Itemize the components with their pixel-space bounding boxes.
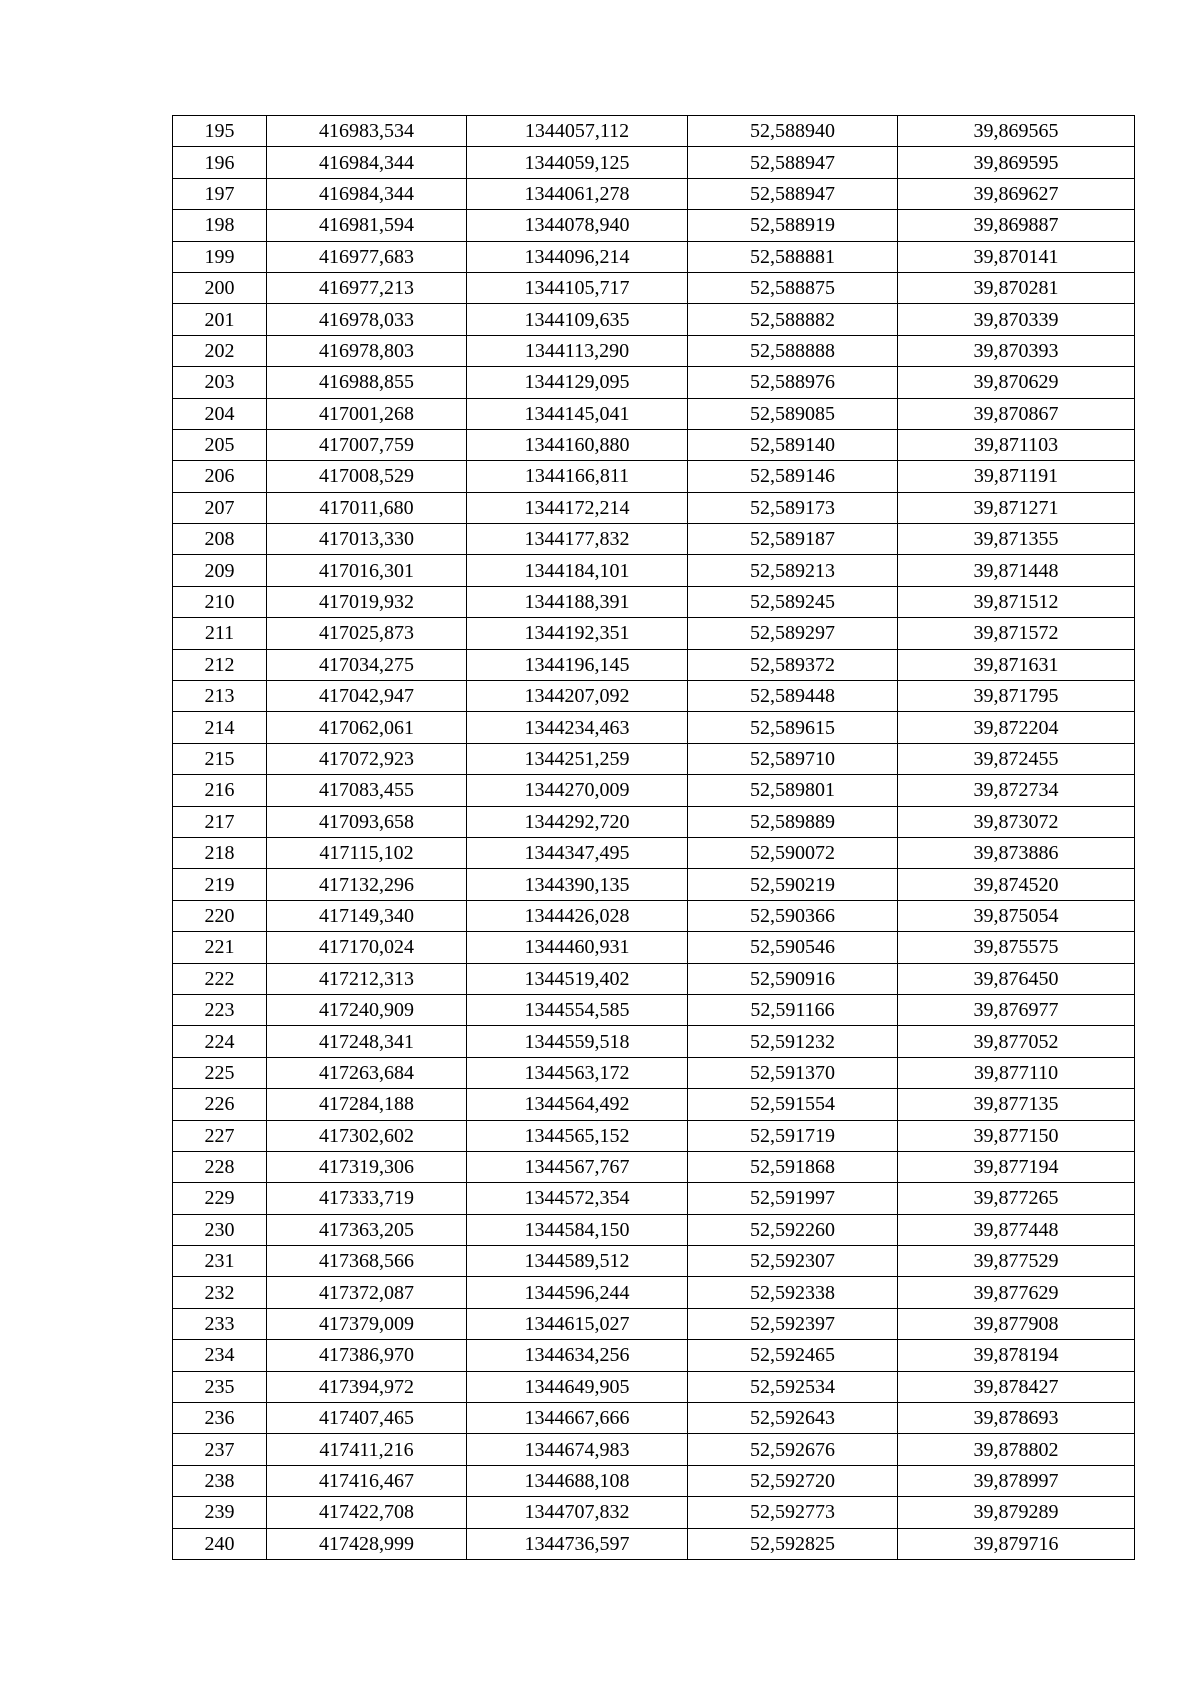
latitude-cell: 52,588976 — [688, 367, 898, 398]
longitude-cell: 39,871191 — [898, 461, 1135, 492]
table-row — [173, 147, 1135, 178]
point-number-cell: 237 — [173, 1434, 267, 1465]
y-coordinate-cell: 1344059,125 — [467, 147, 688, 178]
point-number-cell: 215 — [173, 743, 267, 774]
x-coordinate-cell: 416984,344 — [267, 178, 467, 209]
longitude-cell: 39,879716 — [898, 1528, 1135, 1559]
latitude-cell: 52,590219 — [688, 869, 898, 900]
table-row — [173, 1089, 1135, 1120]
table-row — [173, 586, 1135, 617]
y-coordinate-cell: 1344184,101 — [467, 555, 688, 586]
latitude-cell: 52,592676 — [688, 1434, 898, 1465]
table-row — [173, 1246, 1135, 1277]
x-coordinate-cell: 417368,566 — [267, 1246, 467, 1277]
y-coordinate-cell: 1344554,585 — [467, 994, 688, 1025]
point-number-cell: 214 — [173, 712, 267, 743]
point-number-cell: 232 — [173, 1277, 267, 1308]
table-row — [173, 869, 1135, 900]
y-coordinate-cell: 1344519,402 — [467, 963, 688, 994]
latitude-cell: 52,588882 — [688, 304, 898, 335]
latitude-cell: 52,592338 — [688, 1277, 898, 1308]
longitude-cell: 39,877448 — [898, 1214, 1135, 1245]
x-coordinate-cell: 417019,932 — [267, 586, 467, 617]
y-coordinate-cell: 1344572,354 — [467, 1183, 688, 1214]
point-number-cell: 209 — [173, 555, 267, 586]
table-row — [173, 210, 1135, 241]
x-coordinate-cell: 416977,683 — [267, 241, 467, 272]
longitude-cell: 39,869565 — [898, 116, 1135, 147]
latitude-cell: 52,591232 — [688, 1026, 898, 1057]
y-coordinate-cell: 1344649,905 — [467, 1371, 688, 1402]
latitude-cell: 52,590072 — [688, 837, 898, 868]
latitude-cell: 52,588875 — [688, 272, 898, 303]
y-coordinate-cell: 1344129,095 — [467, 367, 688, 398]
y-coordinate-cell: 1344078,940 — [467, 210, 688, 241]
x-coordinate-cell: 417411,216 — [267, 1434, 467, 1465]
table-row — [173, 492, 1135, 523]
table-row — [173, 1528, 1135, 1559]
latitude-cell: 52,588888 — [688, 335, 898, 366]
point-number-cell: 233 — [173, 1308, 267, 1339]
longitude-cell: 39,870141 — [898, 241, 1135, 272]
longitude-cell: 39,877194 — [898, 1151, 1135, 1182]
latitude-cell: 52,589710 — [688, 743, 898, 774]
y-coordinate-cell: 1344096,214 — [467, 241, 688, 272]
table-row — [173, 1120, 1135, 1151]
latitude-cell: 52,589085 — [688, 398, 898, 429]
y-coordinate-cell: 1344563,172 — [467, 1057, 688, 1088]
longitude-cell: 39,875575 — [898, 932, 1135, 963]
latitude-cell: 52,589245 — [688, 586, 898, 617]
point-number-cell: 239 — [173, 1497, 267, 1528]
latitude-cell: 52,589173 — [688, 492, 898, 523]
latitude-cell: 52,592307 — [688, 1246, 898, 1277]
point-number-cell: 220 — [173, 900, 267, 931]
x-coordinate-cell: 417016,301 — [267, 555, 467, 586]
table-row — [173, 272, 1135, 303]
point-number-cell: 236 — [173, 1403, 267, 1434]
x-coordinate-cell: 417363,205 — [267, 1214, 467, 1245]
longitude-cell: 39,870867 — [898, 398, 1135, 429]
latitude-cell: 52,589187 — [688, 524, 898, 555]
x-coordinate-cell: 417422,708 — [267, 1497, 467, 1528]
y-coordinate-cell: 1344113,290 — [467, 335, 688, 366]
point-number-cell: 240 — [173, 1528, 267, 1559]
point-number-cell: 218 — [173, 837, 267, 868]
longitude-cell: 39,877110 — [898, 1057, 1135, 1088]
table-row — [173, 649, 1135, 680]
table-row — [173, 178, 1135, 209]
longitude-cell: 39,877052 — [898, 1026, 1135, 1057]
point-number-cell: 238 — [173, 1465, 267, 1496]
point-number-cell: 207 — [173, 492, 267, 523]
table-row — [173, 524, 1135, 555]
latitude-cell: 52,590546 — [688, 932, 898, 963]
table-row — [173, 837, 1135, 868]
table-row — [173, 932, 1135, 963]
x-coordinate-cell: 417284,188 — [267, 1089, 467, 1120]
y-coordinate-cell: 1344390,135 — [467, 869, 688, 900]
longitude-cell: 39,869887 — [898, 210, 1135, 241]
y-coordinate-cell: 1344166,811 — [467, 461, 688, 492]
table-row — [173, 1183, 1135, 1214]
table-row — [173, 775, 1135, 806]
longitude-cell: 39,878997 — [898, 1465, 1135, 1496]
longitude-cell: 39,872204 — [898, 712, 1135, 743]
longitude-cell: 39,877629 — [898, 1277, 1135, 1308]
latitude-cell: 52,589297 — [688, 618, 898, 649]
x-coordinate-cell: 417062,061 — [267, 712, 467, 743]
point-number-cell: 212 — [173, 649, 267, 680]
x-coordinate-cell: 417416,467 — [267, 1465, 467, 1496]
latitude-cell: 52,591719 — [688, 1120, 898, 1151]
table-row — [173, 1340, 1135, 1371]
x-coordinate-cell: 417115,102 — [267, 837, 467, 868]
point-number-cell: 229 — [173, 1183, 267, 1214]
table-row — [173, 398, 1135, 429]
latitude-cell: 52,590916 — [688, 963, 898, 994]
table-row — [173, 1403, 1135, 1434]
longitude-cell: 39,875054 — [898, 900, 1135, 931]
x-coordinate-cell: 417011,680 — [267, 492, 467, 523]
x-coordinate-cell: 417379,009 — [267, 1308, 467, 1339]
x-coordinate-cell: 417170,024 — [267, 932, 467, 963]
x-coordinate-cell: 417386,970 — [267, 1340, 467, 1371]
longitude-cell: 39,873886 — [898, 837, 1135, 868]
x-coordinate-cell: 417372,087 — [267, 1277, 467, 1308]
coordinates-table-body — [173, 116, 1135, 1560]
point-number-cell: 224 — [173, 1026, 267, 1057]
longitude-cell: 39,871572 — [898, 618, 1135, 649]
y-coordinate-cell: 1344565,152 — [467, 1120, 688, 1151]
x-coordinate-cell: 417302,602 — [267, 1120, 467, 1151]
point-number-cell: 206 — [173, 461, 267, 492]
point-number-cell: 197 — [173, 178, 267, 209]
point-number-cell: 230 — [173, 1214, 267, 1245]
point-number-cell: 225 — [173, 1057, 267, 1088]
x-coordinate-cell: 417072,923 — [267, 743, 467, 774]
point-number-cell: 213 — [173, 681, 267, 712]
longitude-cell: 39,877135 — [898, 1089, 1135, 1120]
table-row — [173, 429, 1135, 460]
point-number-cell: 205 — [173, 429, 267, 460]
latitude-cell: 52,589140 — [688, 429, 898, 460]
latitude-cell: 52,591370 — [688, 1057, 898, 1088]
longitude-cell: 39,878427 — [898, 1371, 1135, 1402]
point-number-cell: 196 — [173, 147, 267, 178]
y-coordinate-cell: 1344736,597 — [467, 1528, 688, 1559]
latitude-cell: 52,591868 — [688, 1151, 898, 1182]
longitude-cell: 39,876977 — [898, 994, 1135, 1025]
point-number-cell: 226 — [173, 1089, 267, 1120]
latitude-cell: 52,591166 — [688, 994, 898, 1025]
latitude-cell: 52,588940 — [688, 116, 898, 147]
point-number-cell: 217 — [173, 806, 267, 837]
point-number-cell: 228 — [173, 1151, 267, 1182]
y-coordinate-cell: 1344251,259 — [467, 743, 688, 774]
latitude-cell: 52,592465 — [688, 1340, 898, 1371]
longitude-cell: 39,877150 — [898, 1120, 1135, 1151]
longitude-cell: 39,878802 — [898, 1434, 1135, 1465]
latitude-cell: 52,591997 — [688, 1183, 898, 1214]
x-coordinate-cell: 417428,999 — [267, 1528, 467, 1559]
latitude-cell: 52,592534 — [688, 1371, 898, 1402]
y-coordinate-cell: 1344196,145 — [467, 649, 688, 680]
longitude-cell: 39,870629 — [898, 367, 1135, 398]
table-row — [173, 963, 1135, 994]
table-row — [173, 1026, 1135, 1057]
y-coordinate-cell: 1344564,492 — [467, 1089, 688, 1120]
x-coordinate-cell: 417013,330 — [267, 524, 467, 555]
point-number-cell: 235 — [173, 1371, 267, 1402]
y-coordinate-cell: 1344061,278 — [467, 178, 688, 209]
point-number-cell: 200 — [173, 272, 267, 303]
x-coordinate-cell: 416984,344 — [267, 147, 467, 178]
longitude-cell: 39,870339 — [898, 304, 1135, 335]
longitude-cell: 39,871271 — [898, 492, 1135, 523]
longitude-cell: 39,872455 — [898, 743, 1135, 774]
latitude-cell: 52,591554 — [688, 1089, 898, 1120]
x-coordinate-cell: 417263,684 — [267, 1057, 467, 1088]
longitude-cell: 39,879289 — [898, 1497, 1135, 1528]
latitude-cell: 52,592720 — [688, 1465, 898, 1496]
y-coordinate-cell: 1344567,767 — [467, 1151, 688, 1182]
table-row — [173, 241, 1135, 272]
longitude-cell: 39,871448 — [898, 555, 1135, 586]
table-row — [173, 743, 1135, 774]
latitude-cell: 52,592643 — [688, 1403, 898, 1434]
y-coordinate-cell: 1344584,150 — [467, 1214, 688, 1245]
longitude-cell: 39,871355 — [898, 524, 1135, 555]
x-coordinate-cell: 417407,465 — [267, 1403, 467, 1434]
longitude-cell: 39,878194 — [898, 1340, 1135, 1371]
latitude-cell: 52,589801 — [688, 775, 898, 806]
point-number-cell: 204 — [173, 398, 267, 429]
x-coordinate-cell: 416988,855 — [267, 367, 467, 398]
table-row — [173, 618, 1135, 649]
x-coordinate-cell: 417008,529 — [267, 461, 467, 492]
longitude-cell: 39,871631 — [898, 649, 1135, 680]
table-row — [173, 1497, 1135, 1528]
x-coordinate-cell: 417001,268 — [267, 398, 467, 429]
table-row — [173, 1214, 1135, 1245]
latitude-cell: 52,589213 — [688, 555, 898, 586]
longitude-cell: 39,871795 — [898, 681, 1135, 712]
longitude-cell: 39,871512 — [898, 586, 1135, 617]
x-coordinate-cell: 416981,594 — [267, 210, 467, 241]
y-coordinate-cell: 1344667,666 — [467, 1403, 688, 1434]
point-number-cell: 211 — [173, 618, 267, 649]
x-coordinate-cell: 417333,719 — [267, 1183, 467, 1214]
x-coordinate-cell: 416978,033 — [267, 304, 467, 335]
point-number-cell: 199 — [173, 241, 267, 272]
longitude-cell: 39,870393 — [898, 335, 1135, 366]
longitude-cell: 39,876450 — [898, 963, 1135, 994]
latitude-cell: 52,592260 — [688, 1214, 898, 1245]
latitude-cell: 52,588881 — [688, 241, 898, 272]
table-row — [173, 555, 1135, 586]
point-number-cell: 195 — [173, 116, 267, 147]
y-coordinate-cell: 1344347,495 — [467, 837, 688, 868]
longitude-cell: 39,877908 — [898, 1308, 1135, 1339]
table-row — [173, 1151, 1135, 1182]
y-coordinate-cell: 1344145,041 — [467, 398, 688, 429]
latitude-cell: 52,589372 — [688, 649, 898, 680]
longitude-cell: 39,869627 — [898, 178, 1135, 209]
y-coordinate-cell: 1344234,463 — [467, 712, 688, 743]
longitude-cell: 39,871103 — [898, 429, 1135, 460]
table-row — [173, 712, 1135, 743]
point-number-cell: 201 — [173, 304, 267, 335]
table-row — [173, 367, 1135, 398]
table-row — [173, 806, 1135, 837]
table-row — [173, 1057, 1135, 1088]
y-coordinate-cell: 1344057,112 — [467, 116, 688, 147]
x-coordinate-cell: 417149,340 — [267, 900, 467, 931]
latitude-cell: 52,589889 — [688, 806, 898, 837]
y-coordinate-cell: 1344188,391 — [467, 586, 688, 617]
x-coordinate-cell: 417025,873 — [267, 618, 467, 649]
x-coordinate-cell: 417034,275 — [267, 649, 467, 680]
x-coordinate-cell: 417248,341 — [267, 1026, 467, 1057]
y-coordinate-cell: 1344192,351 — [467, 618, 688, 649]
table-row — [173, 1371, 1135, 1402]
x-coordinate-cell: 416978,803 — [267, 335, 467, 366]
y-coordinate-cell: 1344105,717 — [467, 272, 688, 303]
point-number-cell: 231 — [173, 1246, 267, 1277]
x-coordinate-cell: 417240,909 — [267, 994, 467, 1025]
longitude-cell: 39,878693 — [898, 1403, 1135, 1434]
y-coordinate-cell: 1344207,092 — [467, 681, 688, 712]
table-row — [173, 116, 1135, 147]
table-row — [173, 900, 1135, 931]
point-number-cell: 223 — [173, 994, 267, 1025]
latitude-cell: 52,592825 — [688, 1528, 898, 1559]
longitude-cell: 39,869595 — [898, 147, 1135, 178]
table-row — [173, 1308, 1135, 1339]
point-number-cell: 203 — [173, 367, 267, 398]
latitude-cell: 52,592773 — [688, 1497, 898, 1528]
y-coordinate-cell: 1344460,931 — [467, 932, 688, 963]
y-coordinate-cell: 1344109,635 — [467, 304, 688, 335]
x-coordinate-cell: 417394,972 — [267, 1371, 467, 1402]
latitude-cell: 52,590366 — [688, 900, 898, 931]
longitude-cell: 39,873072 — [898, 806, 1135, 837]
point-number-cell: 222 — [173, 963, 267, 994]
table-row — [173, 1277, 1135, 1308]
y-coordinate-cell: 1344559,518 — [467, 1026, 688, 1057]
latitude-cell: 52,589146 — [688, 461, 898, 492]
point-number-cell: 208 — [173, 524, 267, 555]
y-coordinate-cell: 1344160,880 — [467, 429, 688, 460]
longitude-cell: 39,870281 — [898, 272, 1135, 303]
y-coordinate-cell: 1344270,009 — [467, 775, 688, 806]
point-number-cell: 234 — [173, 1340, 267, 1371]
latitude-cell: 52,588919 — [688, 210, 898, 241]
x-coordinate-cell: 417007,759 — [267, 429, 467, 460]
table-row — [173, 304, 1135, 335]
longitude-cell: 39,877265 — [898, 1183, 1135, 1214]
longitude-cell: 39,874520 — [898, 869, 1135, 900]
x-coordinate-cell: 416983,534 — [267, 116, 467, 147]
latitude-cell: 52,589448 — [688, 681, 898, 712]
y-coordinate-cell: 1344292,720 — [467, 806, 688, 837]
y-coordinate-cell: 1344596,244 — [467, 1277, 688, 1308]
x-coordinate-cell: 417212,313 — [267, 963, 467, 994]
y-coordinate-cell: 1344688,108 — [467, 1465, 688, 1496]
point-number-cell: 219 — [173, 869, 267, 900]
y-coordinate-cell: 1344426,028 — [467, 900, 688, 931]
x-coordinate-cell: 416977,213 — [267, 272, 467, 303]
x-coordinate-cell: 417132,296 — [267, 869, 467, 900]
table-row — [173, 994, 1135, 1025]
x-coordinate-cell: 417083,455 — [267, 775, 467, 806]
y-coordinate-cell: 1344707,832 — [467, 1497, 688, 1528]
x-coordinate-cell: 417319,306 — [267, 1151, 467, 1182]
coordinates-table — [172, 115, 1135, 1560]
point-number-cell: 221 — [173, 932, 267, 963]
latitude-cell: 52,592397 — [688, 1308, 898, 1339]
longitude-cell: 39,877529 — [898, 1246, 1135, 1277]
table-row — [173, 681, 1135, 712]
table-row — [173, 1465, 1135, 1496]
y-coordinate-cell: 1344589,512 — [467, 1246, 688, 1277]
point-number-cell: 202 — [173, 335, 267, 366]
table-row — [173, 1434, 1135, 1465]
y-coordinate-cell: 1344177,832 — [467, 524, 688, 555]
y-coordinate-cell: 1344674,983 — [467, 1434, 688, 1465]
x-coordinate-cell: 417042,947 — [267, 681, 467, 712]
point-number-cell: 210 — [173, 586, 267, 617]
y-coordinate-cell: 1344615,027 — [467, 1308, 688, 1339]
latitude-cell: 52,588947 — [688, 178, 898, 209]
x-coordinate-cell: 417093,658 — [267, 806, 467, 837]
longitude-cell: 39,872734 — [898, 775, 1135, 806]
point-number-cell: 216 — [173, 775, 267, 806]
y-coordinate-cell: 1344634,256 — [467, 1340, 688, 1371]
latitude-cell: 52,588947 — [688, 147, 898, 178]
latitude-cell: 52,589615 — [688, 712, 898, 743]
point-number-cell: 198 — [173, 210, 267, 241]
table-row — [173, 461, 1135, 492]
y-coordinate-cell: 1344172,214 — [467, 492, 688, 523]
table-row — [173, 335, 1135, 366]
point-number-cell: 227 — [173, 1120, 267, 1151]
